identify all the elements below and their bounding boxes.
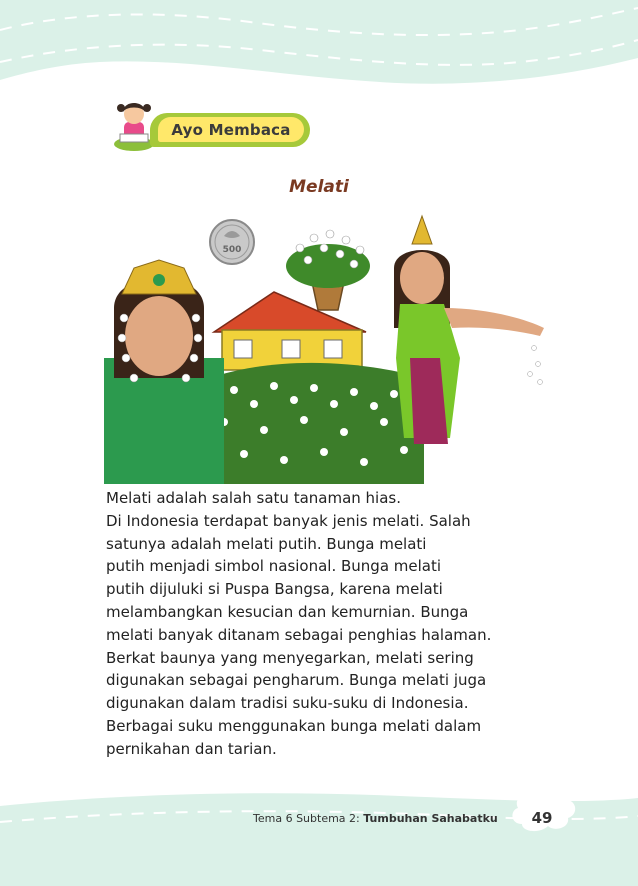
house-image	[214, 292, 366, 370]
section-badge-label: Ayo Membaca	[158, 117, 304, 142]
text-line: Di Indonesia terdapat banyak jenis melati. Salah	[106, 511, 471, 530]
section-badge	[150, 113, 310, 147]
page-title: Melati	[289, 177, 349, 197]
potted-jasmine-image	[286, 230, 370, 310]
illustration	[104, 208, 556, 484]
header-band	[0, 0, 638, 110]
coin-image	[210, 220, 254, 264]
footer-theme-prefix: Tema 6 Subtema 2:	[253, 812, 364, 825]
page-number: 49	[531, 809, 553, 827]
bride-woman-image	[104, 260, 224, 484]
text-line: digunakan dalam tradisi suku-suku di Indonesia.	[106, 694, 469, 713]
text-line: Melati adalah salah satu tanaman hias.	[106, 489, 401, 507]
footer-theme	[253, 812, 498, 825]
footer-theme-title: Tumbuhan Sahabatku	[363, 812, 498, 825]
text-line: putih menjadi simbol nasional. Bunga melati	[106, 557, 442, 576]
text-line: Berbagai suku menggunakan bunga melati dalam	[106, 716, 482, 735]
text-line: pernikahan dan tarian.	[106, 739, 277, 758]
text-line: satunya adalah melati putih. Bunga melati	[106, 534, 427, 553]
coin-value: 500	[222, 245, 242, 255]
text-line: melambangkan kesucian dan kemurnian. Bunga	[106, 602, 469, 621]
jasmine-field-image	[194, 363, 424, 484]
article-body	[106, 487, 556, 761]
text-line: digunakan sebagai pengharum. Bunga melati juga	[106, 671, 487, 690]
text-line: Berkat baunya yang menyegarkan, melati sering	[106, 648, 474, 667]
text-line: melati banyak ditanam sebagai penghias halaman.	[106, 625, 492, 644]
text-line: putih dijuluki si Puspa Bangsa, karena melati	[106, 580, 443, 599]
dancer-woman-image	[394, 216, 544, 444]
